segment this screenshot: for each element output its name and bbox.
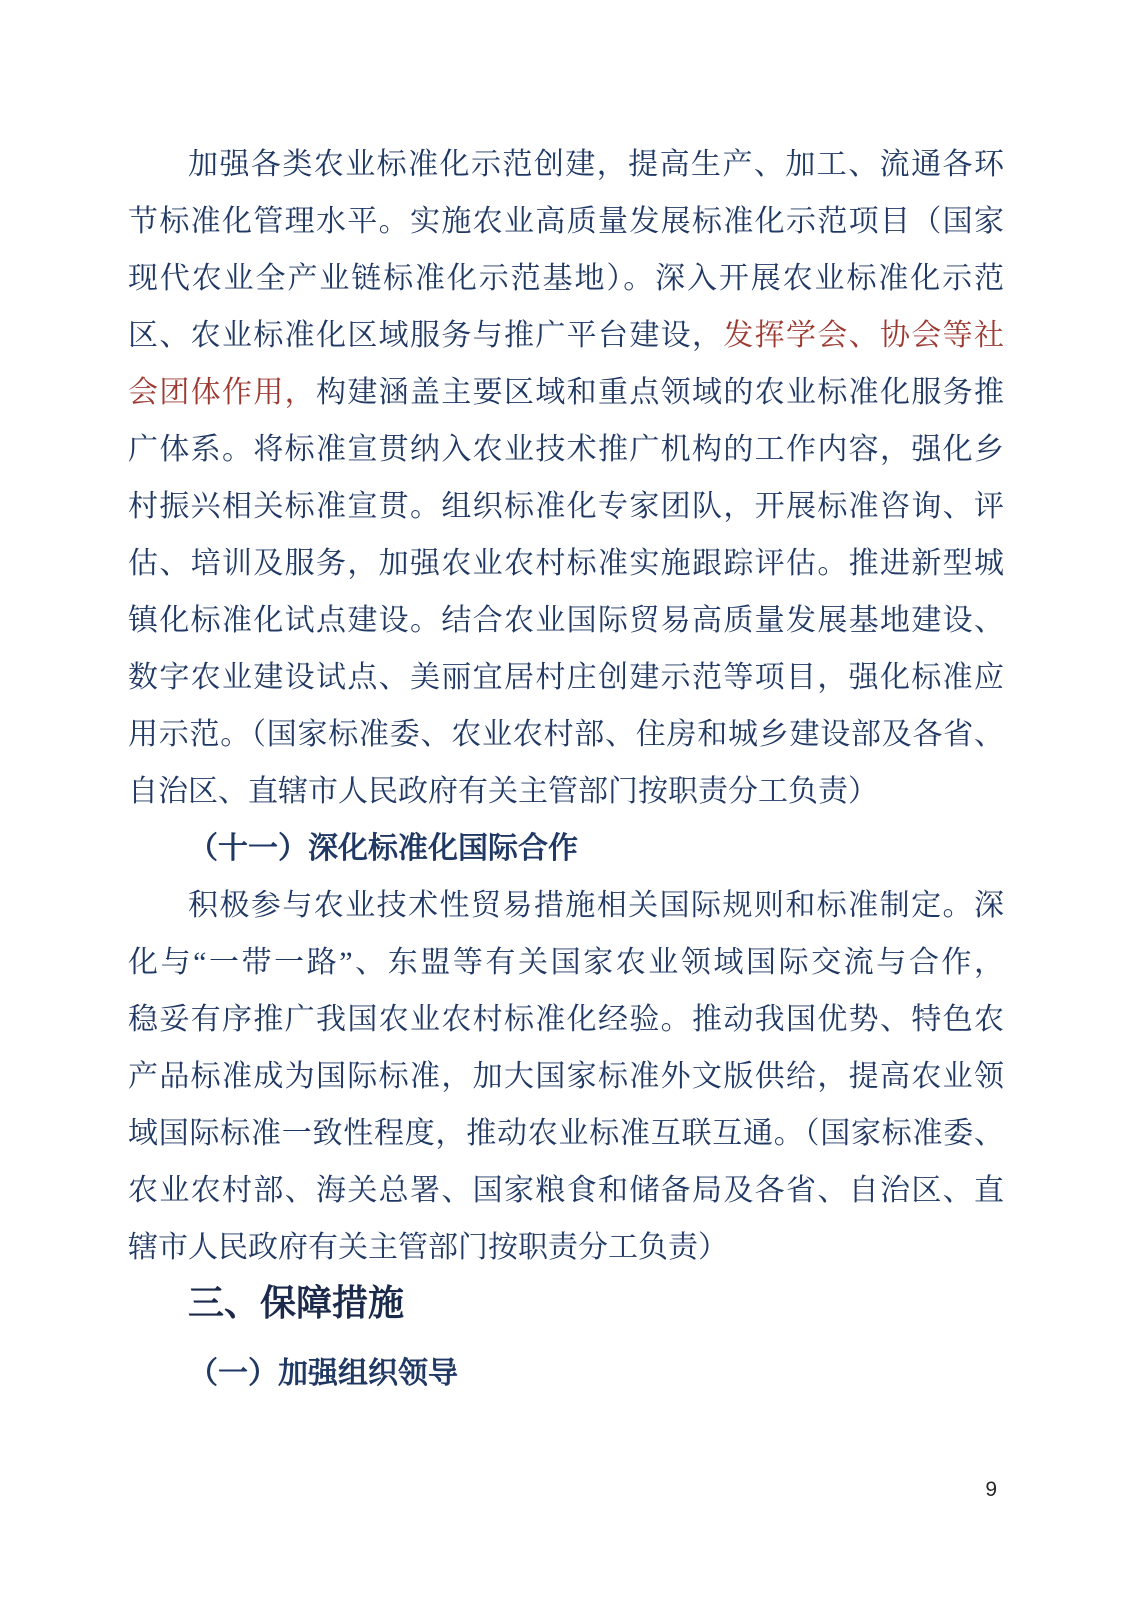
body-text-line: 估、培训及服务，加强农业农村标准实施跟踪评估。推进新型城 bbox=[128, 547, 1004, 580]
body-text-line: 加强各类农业标准化示范创建，提高生产、加工、流通各环 bbox=[188, 148, 1004, 181]
body-text-line: 自治区、直辖市人民政府有关主管部门按职责分工负责） bbox=[128, 775, 878, 808]
body-text-line: 产品标准成为国际标准，加大国家标准外文版供给，提高农业领 bbox=[128, 1060, 1004, 1093]
red-emphasis-text: 会团体作用， bbox=[128, 376, 316, 409]
chapter-heading-3: 三、保障措施 bbox=[188, 1282, 405, 1323]
body-text-line: 节标准化管理水平。实施农业高质量发展标准化示范项目（国家 bbox=[128, 205, 1004, 238]
body-text-line bbox=[128, 307, 1004, 364]
body-text-line: 镇化标准化试点建设。结合农业国际贸易高质量发展基地建设、 bbox=[128, 604, 1004, 637]
body-text-line: 农业农村部、海关总署、国家粮食和储备局及各省、自治区、直 bbox=[128, 1174, 1004, 1207]
body-text-line: 化与“一带一路”、东盟等有关国家农业领域国际交流与合作， bbox=[128, 946, 1004, 979]
body-text-segment: 区、农业标准化区域服务与推广平台建设， bbox=[128, 319, 724, 352]
body-text-line: 域国际标准一致性程度，推动农业标准互联互通。（国家标准委、 bbox=[128, 1117, 1004, 1150]
subsection-heading-11: （十一）深化标准化国际合作 bbox=[188, 832, 578, 865]
body-text-line: 村振兴相关标准宣贯。组织标准化专家团队，开展标准咨询、评 bbox=[128, 490, 1004, 523]
body-text-line: 辖市人民政府有关主管部门按职责分工负责） bbox=[128, 1231, 728, 1264]
body-text-line: 用示范。（国家标准委、农业农村部、住房和城乡建设部及各省、 bbox=[128, 718, 1004, 751]
body-text-line: 广体系。将标准宣贯纳入农业技术推广机构的工作内容，强化乡 bbox=[128, 433, 1004, 466]
body-text-line: 稳妥有序推广我国农业农村标准化经验。推动我国优势、特色农 bbox=[128, 1003, 1004, 1036]
body-text-line bbox=[128, 364, 1004, 421]
document-body bbox=[128, 136, 1004, 1402]
page-number: 9 bbox=[985, 1478, 997, 1501]
red-emphasis-text: 发挥学会、协会等社 bbox=[723, 319, 1005, 352]
body-text-line: 积极参与农业技术性贸易措施相关国际规则和标准制定。深 bbox=[188, 889, 1004, 922]
body-text-line: 现代农业全产业链标准化示范基地）。深入开展农业标准化示范 bbox=[128, 262, 1004, 295]
body-text-segment: 构建涵盖主要区域和重点领域的农业标准化服务推 bbox=[316, 376, 1004, 409]
subsection-heading-3-1: （一）加强组织领导 bbox=[188, 1357, 458, 1390]
body-text-line: 数字农业建设试点、美丽宜居村庄创建示范等项目，强化标准应 bbox=[128, 661, 1004, 694]
